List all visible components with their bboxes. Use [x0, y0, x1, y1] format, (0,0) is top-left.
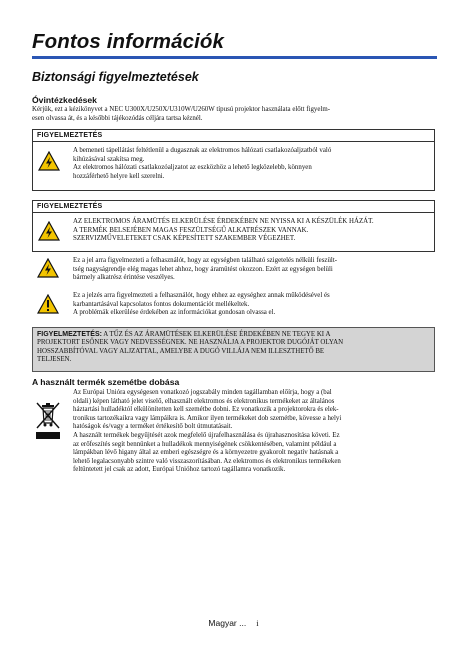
precautions-line: esen olvassa át, és a későbbi tájékozódás céljára tartsa kéznél.: [32, 114, 203, 122]
fire-warning-box: [32, 327, 435, 372]
voltage-note-line: bármely alkatrész érintése veszélyes.: [73, 274, 175, 282]
crossed-out-bin-icon: [34, 400, 62, 430]
info-note-line: A problémák elkerülése érdekében az információkat gondosan olvassa el.: [73, 309, 276, 317]
disposal-line: feltüntetett jel csak az adott, Európai Unióhoz tartozó tagállamra vonatkozik.: [73, 466, 286, 474]
page-footer: [0, 618, 467, 628]
warning-line: kihúzásával szakítsa meg.: [73, 155, 145, 163]
voltage-note: [73, 257, 437, 283]
electric-warning-icon: [38, 221, 60, 241]
electric-warning-icon: [37, 258, 59, 278]
precautions-line: Kérjük, ezt a kézikönyvet a NEC U300X/U250X/U310W/U260W típusú projektor használata előtt figyelm-: [32, 106, 331, 113]
warning-box-heading: FIGYELMEZTETÉS: [33, 130, 434, 142]
warning-box-power: [32, 129, 435, 191]
disposal-line: hatóságok és/vagy a terméket értékesítő bolt útmutatásait.: [73, 423, 233, 431]
disposal-line: az erőfeszítés segít bennünket a hulladékok mennyiségének csökkentésében, valamint például a: [73, 440, 337, 448]
voltage-note-line: Ez a jel arra figyelmezteti a felhasználót, hogy az egységben található szigetelés nélküli feszült-: [73, 257, 338, 264]
disposal-line: háztartási hulladéktól elkülönítetten kell szemétbe dobni. Ez vonatkozik a projektorokra és elek-: [73, 406, 339, 414]
section-title: Biztonsági figyelmeztetések: [32, 70, 199, 84]
footer-language: Magyar ...: [208, 618, 247, 628]
info-note: [73, 292, 437, 318]
page-title: Fontos információk: [32, 30, 225, 53]
disposal-text: [73, 389, 439, 475]
info-note-line: Ez a jelzés arra figyelmezteti a felhasználót, hogy ehhez az egységhez annak működésével és: [73, 292, 330, 299]
disposal-line: lámpákban lévő higany által az emberi egészségre és a környezetre gyakorolt negatív hatásnak a: [73, 449, 339, 457]
fire-warning-line: TELJESEN.: [37, 356, 72, 364]
warning-box-shock: [32, 200, 435, 252]
caution-line: SZERVIZMŰVELETEKET CSAK KÉPESÍTETT SZAKEMBER VÉGEZHET.: [73, 235, 296, 243]
disposal-line: tronikus tartozékaikra vagy lámpáikra is. Amikor ilyen termékeket dob szemétbe, kövesse a helyi: [73, 414, 342, 422]
disposal-line: Az Európai Unióra egységesen vonatkozó jogszabály minden tagállamban előírja, hogy a (bal: [73, 389, 332, 396]
fire-warning-line: PROJEKTORT ESŐNEK VAGY NEDVESSÉGNEK. NE HASZNÁLJA A PROJEKTOR DUGÓJÁT OLYAN: [37, 339, 344, 347]
title-rule: [32, 56, 437, 59]
voltage-note-line: tség nagyságrendje elég magas lehet ahhoz, hogy áramütést okozzon. Ezért az egységen belüli: [73, 265, 333, 273]
bin-underline-bar: [36, 432, 60, 439]
fire-warning-line: HOSSZABBÍTÓVAL VAGY ALJZATTAL, AMELYBE A DUGÓ VILLÁJA NEM ILLESZTHETŐ BE: [37, 347, 325, 355]
warning-line: Az elektromos hálózati csatlakozóaljzatot az eszközhöz a lehető legközelebb, könnyen: [73, 164, 312, 172]
precautions-text: [32, 106, 437, 123]
disposal-line: oldali) képen látható jelet viselő, elhasznált elektromos és elektronikus termékeket az általános: [73, 397, 335, 405]
disposal-heading: A használt termék szemétbe dobása: [32, 377, 180, 387]
fire-warning-line: A TŰZ ÉS AZ ÁRAMÜTÉSEK ELKERÜLÉSE ÉRDEKÉBEN NE TEGYE KI A: [101, 331, 331, 338]
warning-line: hozzáférhető helyre kell szerelni.: [73, 172, 165, 180]
info-note-line: karbantartásával kapcsolatos fontos dokumentációt mellékeltek.: [73, 300, 250, 308]
disposal-line: A használt termékek begyűjtését azok megfelelő újrafelhasználása és újrahasznosítása követi. Ez: [73, 431, 340, 439]
page-number: i: [256, 618, 259, 628]
caution-line: AZ ELEKTROMOS ÁRAMÜTÉS ELKERÜLÉSE ÉRDEKÉBEN NE NYISSA KI A KÉSZÜLÉK HÁZÁT.: [73, 218, 374, 225]
warning-box-heading: FIGYELMEZTETÉS: [33, 201, 434, 213]
exclamation-warning-icon: [37, 294, 59, 314]
caution-line: A TERMÉK BELSEJÉBEN MAGAS FESZÜLTSÉGŰ ALKATRÉSZEK VANNAK.: [73, 226, 309, 234]
disposal-line: lehető legalacsonyabb szintre való visszaszorításában. Az elektromos és elektronikus termékeken: [73, 457, 341, 465]
fire-warning-label: FIGYELMEZTETÉS:: [37, 331, 102, 338]
precautions-heading: Óvintézkedések: [32, 95, 97, 105]
warning-line: A bemeneti tápellátást feltétlenül a dugasznak az elektromos hálózati csatlakozóaljzatból való: [73, 147, 332, 154]
electric-warning-icon: [38, 151, 60, 171]
